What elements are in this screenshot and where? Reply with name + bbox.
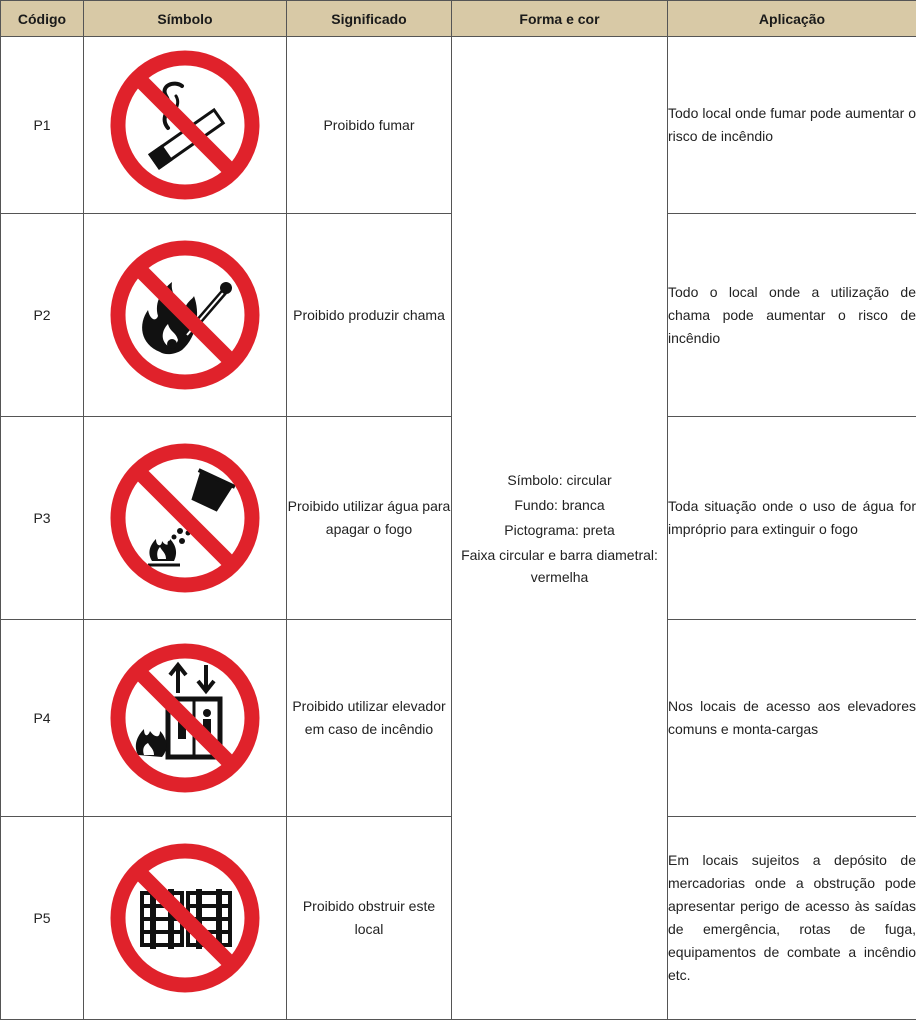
form-and-color xyxy=(452,37,668,1020)
row-application: Toda situação onde o uso de água for impróprio para extinguir o fogo xyxy=(668,417,916,620)
row-meaning: Proibido obstruir este local xyxy=(287,817,452,1020)
header-form-color: Forma e cor xyxy=(452,1,668,37)
row-code: P5 xyxy=(1,817,84,1020)
no-open-flame-icon xyxy=(110,240,260,390)
row-application: Nos locais de acesso aos elevadores comuns e monta-cargas xyxy=(668,620,916,817)
row-code: P1 xyxy=(1,37,84,214)
form-line-pictogram: Pictograma: preta xyxy=(504,521,615,538)
row-code: P4 xyxy=(1,620,84,817)
row-code: P3 xyxy=(1,417,84,620)
row-application: Todo o local onde a utilização de chama pode aumentar o risco de incêndio xyxy=(668,214,916,417)
row-application: Em locais sujeitos a depósito de mercadorias onde a obstrução pode apresentar perigo de acesso às saídas de emergência, rotas de fuga, equipamentos de combate a incêndio etc. xyxy=(668,817,916,1020)
header-code: Código xyxy=(1,1,84,37)
no-elevator-in-fire-icon xyxy=(110,643,260,793)
row-symbol xyxy=(84,817,287,1020)
no-smoking-icon xyxy=(110,50,260,200)
row-meaning: Proibido utilizar elevador em caso de incêndio xyxy=(287,620,452,817)
form-line-band: Faixa circular e barra diametral: vermelha xyxy=(461,546,658,585)
header-meaning: Significado xyxy=(287,1,452,37)
row-code: P2 xyxy=(1,214,84,417)
header-symbol: Símbolo xyxy=(84,1,287,37)
row-symbol xyxy=(84,214,287,417)
row-meaning: Proibido produzir chama xyxy=(287,214,452,417)
row-symbol xyxy=(84,37,287,214)
row-meaning: Proibido fumar xyxy=(287,37,452,214)
form-line-shape: Símbolo: circular xyxy=(507,471,612,488)
table-row xyxy=(1,37,916,214)
header-application: Aplicação xyxy=(668,1,916,37)
row-symbol xyxy=(84,417,287,620)
form-line-background: Fundo: branca xyxy=(514,496,605,513)
row-application: Todo local onde fumar pode aumentar o risco de incêndio xyxy=(668,37,916,214)
header-row xyxy=(1,1,916,37)
row-symbol xyxy=(84,620,287,817)
no-water-extinguishing-icon xyxy=(110,443,260,593)
row-meaning: Proibido utilizar água para apagar o fogo xyxy=(287,417,452,620)
do-not-obstruct-icon xyxy=(110,843,260,993)
